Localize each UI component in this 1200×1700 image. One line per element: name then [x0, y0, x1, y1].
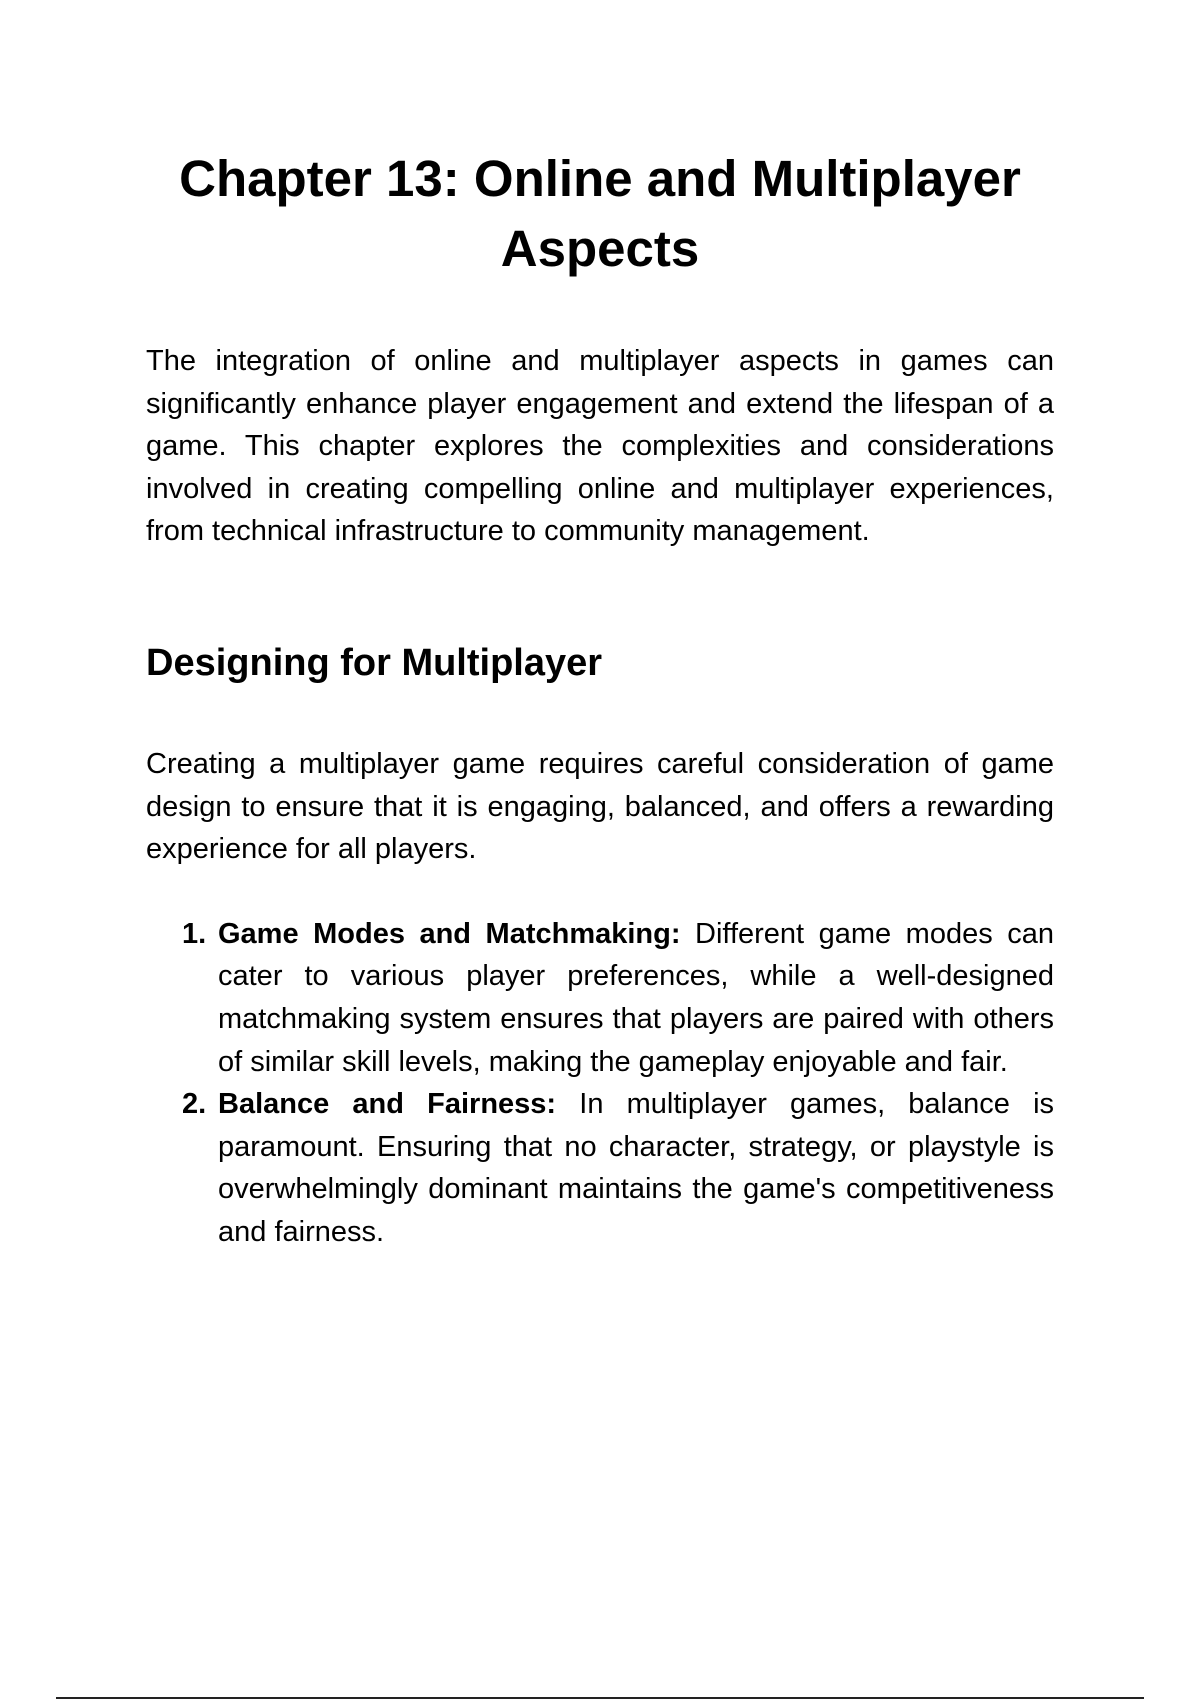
- chapter-title: Chapter 13: Online and Multiplayer Aspects: [179, 150, 1021, 277]
- list-item-number: 2.: [182, 1088, 207, 1121]
- list-item-text: Different game modes can cater to various player preferences, while a well-designed matchmaking system ensures that players are paired with others of similar skill levels, making the gameplay enjoyable and fair.: [218, 917, 1054, 1078]
- list-item-number: 1.: [182, 917, 207, 950]
- list-item-term: Balance and Fairness:: [218, 1088, 557, 1121]
- list-item: [146, 913, 1054, 1083]
- footer-divider: [56, 1697, 1144, 1699]
- intro-paragraph: The integration of online and multiplayer aspects in games can significantly enhance player engagement and extend the lifespan of a game. This chapter explores the complexities and considerations involved in creating compelling online and multiplayer experiences, from technical infrastructure to community management.: [146, 345, 1054, 548]
- document-page: [146, 0, 1054, 1254]
- list-item: [146, 1083, 1054, 1253]
- section-heading: Designing for Multiplayer: [146, 641, 603, 684]
- list-item-term: Game Modes and Matchmaking:: [218, 917, 681, 950]
- list-item-text: In multiplayer games, balance is paramount. Ensuring that no character, strategy, or playstyle is overwhelmingly dominant maintains the game's competitiveness and fairness.: [218, 1088, 1055, 1248]
- section-paragraph: Creating a multiplayer game requires careful consideration of game design to ensure that it is engaging, balanced, and offers a rewarding experience for all players.: [146, 747, 1054, 866]
- numbered-list: [146, 913, 1054, 1254]
